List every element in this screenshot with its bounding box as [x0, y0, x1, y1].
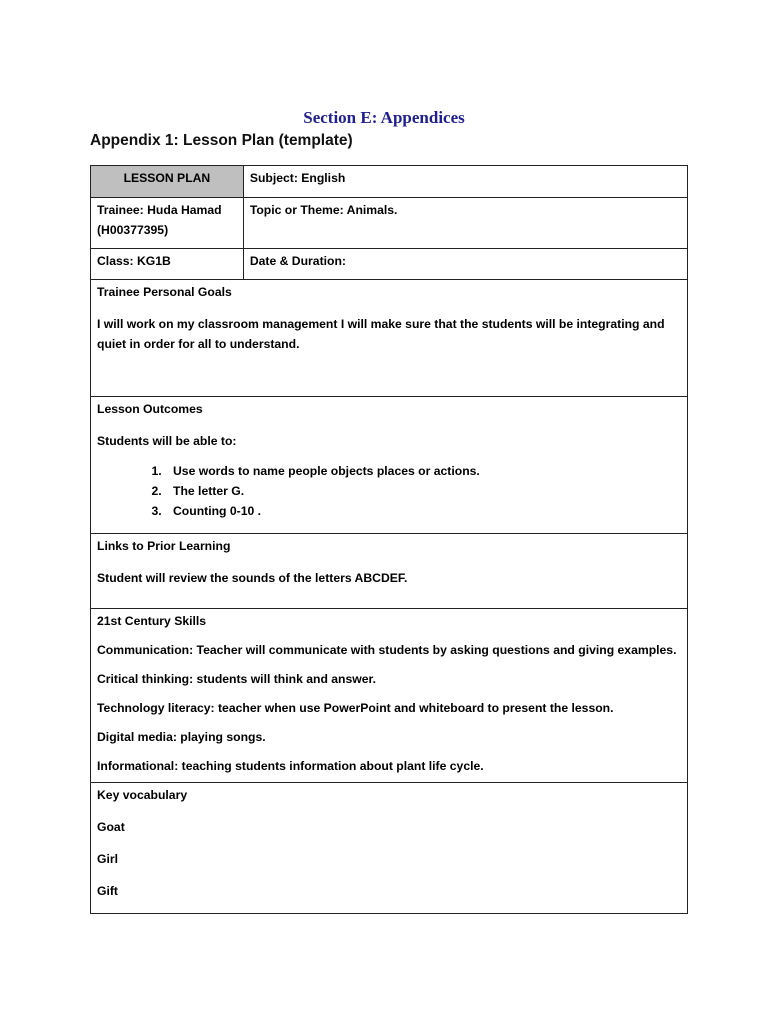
personal-goals-text: I will work on my classroom management I will make sure that the students will be integrating and quiet in order for all to understand. — [97, 317, 665, 351]
personal-goals-cell — [91, 280, 688, 397]
table-row-outcomes — [91, 397, 688, 534]
vocabulary-heading: Key vocabulary — [97, 788, 188, 802]
table-row-skills — [91, 609, 688, 783]
skill-item: Technology literacy: teacher when use PowerPoint and whiteboard to present the lesson. — [97, 701, 614, 715]
vocabulary-item: Goat — [97, 820, 125, 834]
lesson-plan-table — [90, 165, 688, 914]
lesson-plan-header: LESSON PLAN — [91, 166, 244, 198]
table-row-class — [91, 249, 688, 280]
skill-item: Digital media: playing songs. — [97, 730, 266, 744]
list-item: 2. The letter G. — [165, 481, 681, 501]
trainee-id: (H00377395) — [97, 223, 169, 237]
prior-learning-heading: Links to Prior Learning — [97, 539, 231, 553]
skill-item: Informational: teaching students information about plant life cycle. — [97, 759, 484, 773]
prior-learning-cell — [91, 534, 688, 609]
subject-cell: Subject: English — [243, 166, 687, 198]
table-row-personal-goals — [91, 280, 688, 397]
skills-heading: 21st Century Skills — [97, 614, 207, 628]
list-item: 1. Use words to name people objects places or actions. — [165, 461, 681, 481]
table-row-prior-learning — [91, 534, 688, 609]
trainee-name: Trainee: Huda Hamad — [97, 203, 222, 217]
table-row-header — [91, 166, 688, 198]
skills-cell — [91, 609, 688, 783]
outcomes-intro: Students will be able to: — [97, 434, 237, 448]
vocabulary-item: Girl — [97, 852, 118, 866]
skill-item: Communication: Teacher will communicate with students by asking questions and giving examples. — [97, 643, 677, 657]
table-row-trainee — [91, 198, 688, 249]
personal-goals-heading: Trainee Personal Goals — [97, 285, 232, 299]
appendix-title: Appendix 1: Lesson Plan (template) — [90, 132, 353, 149]
vocabulary-cell — [91, 783, 688, 914]
outcomes-list — [97, 461, 681, 521]
vocabulary-item: Gift — [97, 884, 118, 898]
prior-learning-text: Student will review the sounds of the letters ABCDEF. — [97, 571, 408, 585]
section-title: Section E: Appendices — [303, 108, 465, 127]
topic-cell: Topic or Theme: Animals. — [243, 198, 687, 249]
date-duration-cell: Date & Duration: — [243, 249, 687, 280]
outcomes-cell — [91, 397, 688, 534]
class-cell: Class: KG1B — [91, 249, 244, 280]
table-row-vocabulary — [91, 783, 688, 914]
outcomes-heading: Lesson Outcomes — [97, 402, 203, 416]
skill-item: Critical thinking: students will think and answer. — [97, 672, 376, 686]
list-item: 3. Counting 0-10 . — [165, 501, 681, 521]
trainee-cell — [91, 198, 244, 249]
